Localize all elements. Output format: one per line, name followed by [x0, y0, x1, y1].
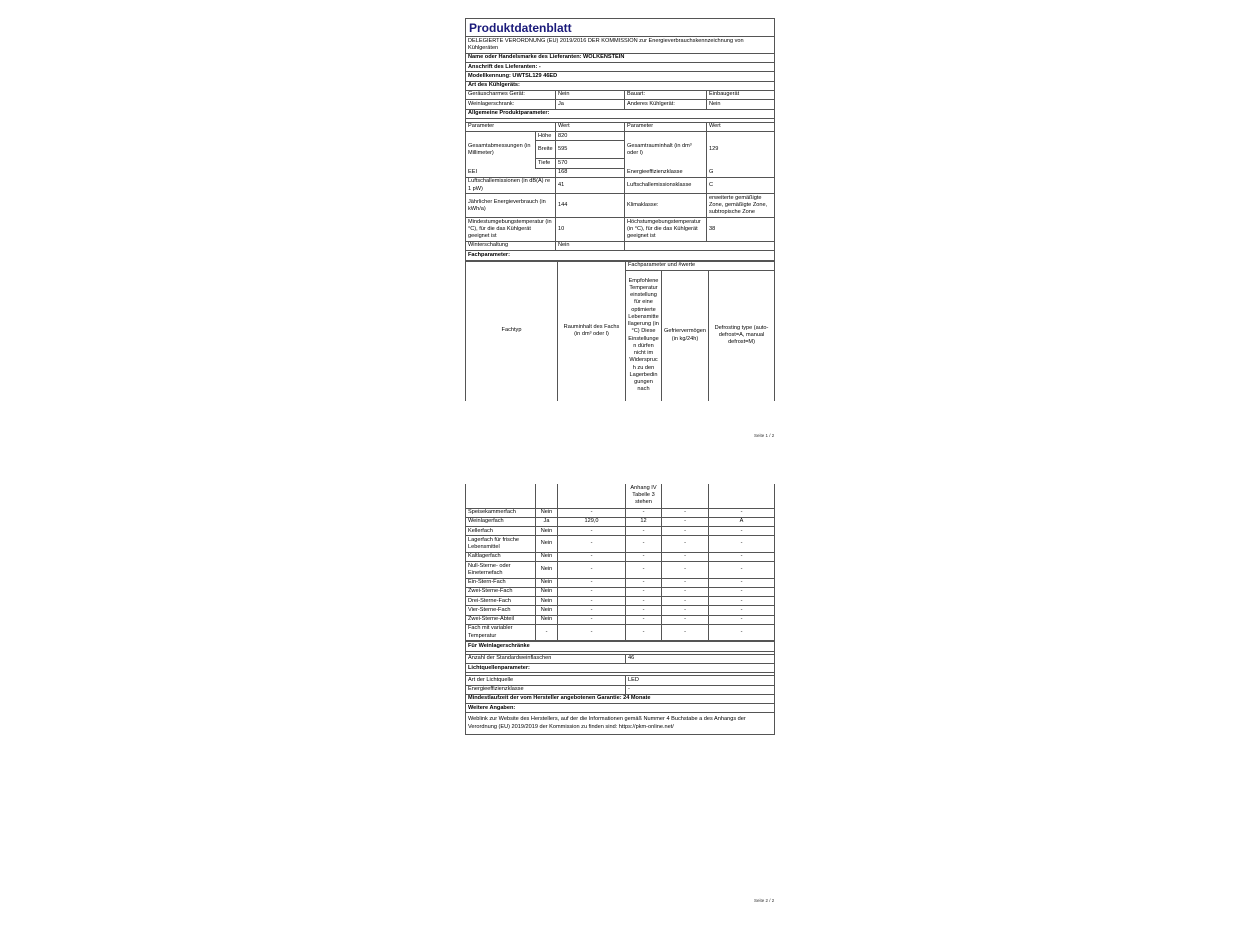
volume-value: 129 [707, 132, 775, 169]
special-params-heading: Fachparameter: [466, 251, 775, 260]
compartment-defrost: - [709, 508, 775, 517]
height-value: 820 [556, 132, 625, 141]
winter-label: Winterschaltung [466, 241, 556, 250]
table-row [466, 536, 775, 553]
volume-label: Gesamtrauminhalt (in dm³ oder l) [625, 132, 707, 169]
wine-cabinet-label: Weinlagerschrank: [466, 100, 556, 109]
compartment-temp: - [626, 527, 662, 536]
page-number-2: Seite 2 / 2 [754, 898, 775, 903]
energy-class-label: Energieeffizienzklasse [625, 168, 707, 177]
light-heading: Lichtquellenparameter: [466, 664, 775, 673]
table-row [466, 606, 775, 615]
cont-cell [662, 484, 709, 508]
table-row [466, 624, 775, 641]
comp-group-header: Fachparameter und #werte [626, 261, 775, 270]
compartment-defrost: - [709, 552, 775, 561]
supplier-name: Name oder Handelsmarke des Lieferanten: WOLKENSTEIN [466, 53, 775, 62]
cont-cell [709, 484, 775, 508]
light-class-value: - [626, 685, 775, 694]
compartment-name: Zwei-Sterne-Abteil [466, 615, 536, 624]
build-label: Bauart: [625, 90, 707, 99]
compartment-temp: - [626, 597, 662, 606]
compartment-present: Nein [536, 527, 558, 536]
compartment-defrost: - [709, 578, 775, 587]
datasheet-table-1 [465, 18, 775, 261]
compartment-rows [466, 508, 775, 641]
eei-label: EEI [466, 168, 556, 177]
compartment-temp: - [626, 578, 662, 587]
compartment-defrost: - [709, 562, 775, 579]
winter-value: Nein [556, 241, 625, 250]
compartment-name: Kaltlagerfach [466, 552, 536, 561]
compartment-freeze: - [662, 615, 709, 624]
comp-temp-header-cont: Anhang IV Tabelle 3 stehen [626, 484, 662, 508]
table-row [466, 527, 775, 536]
compartment-present: Nein [536, 615, 558, 624]
compartment-volume: - [558, 578, 626, 587]
table-row [466, 552, 775, 561]
compartment-temp: - [626, 562, 662, 579]
page-number-1: Seite 1 / 2 [754, 433, 775, 438]
compartment-volume: - [558, 536, 626, 553]
bottles-label: Anzahl der Standardweinflaschen [466, 654, 626, 663]
depth-label: Tiefe [536, 159, 556, 168]
table-row [466, 517, 775, 526]
compartment-temp: - [626, 508, 662, 517]
compartment-header-table [465, 261, 775, 401]
height-label: Höhe [536, 132, 556, 141]
max-temp-label: Höchstumgebungstemperatur (in °C), für die das Kühlgerät geeignet ist [625, 218, 707, 242]
comp-type-header: Fachtyp [466, 261, 558, 401]
energy-class-value: G [707, 168, 775, 177]
table-row [466, 587, 775, 596]
compartment-present: Nein [536, 508, 558, 517]
min-temp-label: Mindestumgebungstemperatur (in °C), für die das Kühlgerät geeignet ist [466, 218, 556, 242]
compartment-volume: 129,0 [558, 517, 626, 526]
compartment-defrost: - [709, 587, 775, 596]
compartment-name: Fach mit variabler Temperatur [466, 624, 536, 641]
compartment-temp: - [626, 536, 662, 553]
compartment-temp: - [626, 624, 662, 641]
compartment-freeze: - [662, 552, 709, 561]
table-row [466, 597, 775, 606]
compartment-name: Null-Sterne- oder Eineternefach [466, 562, 536, 579]
regulation-text: DELEGIERTE VERORDNUNG (EU) 2019/2016 DER KOMMISSION zur Energieverbrauchskennzeichnung von Kühlgeräten [466, 37, 775, 54]
compartment-present: Ja [536, 517, 558, 526]
general-params-heading: Allgemeine Produktparameter: [466, 109, 775, 118]
param-header: Parameter [466, 122, 556, 131]
climate-class-label: Klimaklasse: [625, 194, 707, 218]
compartment-volume: - [558, 562, 626, 579]
compartment-volume: - [558, 615, 626, 624]
device-type-heading: Art des Kühlgeräts: [466, 81, 775, 90]
annual-energy-label: Jährlicher Energieverbrauch (in kWh/a) [466, 194, 556, 218]
compartment-name: Zwei-Sterne-Fach [466, 587, 536, 596]
comp-freeze-header: Gefriervermögen (in kg/24h) [662, 270, 709, 400]
datasheet-page-1 [465, 18, 774, 401]
light-type-value: LED [626, 676, 775, 685]
compartment-temp: - [626, 552, 662, 561]
compartment-name: Speisekammerfach [466, 508, 536, 517]
compartment-volume: - [558, 624, 626, 641]
compartment-present: Nein [536, 606, 558, 615]
empty-cell [625, 241, 775, 250]
compartment-temp: 12 [626, 517, 662, 526]
max-temp-value: 38 [707, 218, 775, 242]
compartment-freeze: - [662, 587, 709, 596]
model-id: Modellkennung: UWTSL129 46ED [466, 72, 775, 81]
cont-cell [466, 484, 536, 508]
table-row [466, 578, 775, 587]
value-header: Wert [556, 122, 625, 131]
cont-cell [558, 484, 626, 508]
compartment-defrost: - [709, 615, 775, 624]
comp-volume-header: Rauminhalt des Fachs (in dm³ oder l) [558, 261, 626, 401]
compartment-present: - [536, 624, 558, 641]
compartment-temp: - [626, 587, 662, 596]
compartment-volume: - [558, 597, 626, 606]
compartment-defrost: - [709, 624, 775, 641]
compartment-volume: - [558, 606, 626, 615]
compartment-present: Nein [536, 552, 558, 561]
wine-heading: Für Weinlagerschränke [466, 642, 775, 651]
noise-value: 41 [556, 177, 625, 194]
bottles-value: 46 [626, 654, 775, 663]
compartment-volume: - [558, 527, 626, 536]
compartment-freeze: - [662, 578, 709, 587]
compartment-name: Vier-Sterne-Fach [466, 606, 536, 615]
noise-class-label: Luftschallemissionsklasse [625, 177, 707, 194]
compartment-volume: - [558, 587, 626, 596]
table-row [466, 615, 775, 624]
compartment-freeze: - [662, 517, 709, 526]
compartment-defrost: - [709, 606, 775, 615]
table-row [466, 562, 775, 579]
compartment-present: Nein [536, 587, 558, 596]
compartment-freeze: - [662, 536, 709, 553]
compartment-freeze: - [662, 606, 709, 615]
annual-energy-value: 144 [556, 194, 625, 218]
datasheet-page-2 [465, 484, 774, 735]
compartment-volume: - [558, 552, 626, 561]
climate-class-value: erweiterte gemäßigte Zone, gemäßigte Zone, subtropische Zone [707, 194, 775, 218]
depth-value: 570 [556, 159, 625, 168]
noise-label: Luftschallemissionen (in dB(A) re 1 pW) [466, 177, 556, 194]
compartment-freeze: - [662, 527, 709, 536]
compartment-present: Nein [536, 578, 558, 587]
compartment-temp: - [626, 606, 662, 615]
compartment-freeze: - [662, 624, 709, 641]
compartment-temp: - [626, 615, 662, 624]
compartment-present: Nein [536, 562, 558, 579]
comp-defrost-header: Defrosting type (auto-defrost=A, manual defrost=M) [709, 270, 775, 400]
compartment-table [465, 484, 775, 641]
other-device-label: Anderes Kühlgerät: [625, 100, 707, 109]
light-type-label: Art der Lichtquelle [466, 676, 626, 685]
build-value: Einbaugerät [707, 90, 775, 99]
warranty: Mindestlaufzeit der vom Hersteller angebotenen Garantie: 24 Monate [466, 694, 775, 703]
compartment-name: Drei-Sterne-Fach [466, 597, 536, 606]
param-header-2: Parameter [625, 122, 707, 131]
min-temp-value: 10 [556, 218, 625, 242]
supplier-address: Anschrift des Lieferanten: - [466, 63, 775, 72]
compartment-name: Ein-Stern-Fach [466, 578, 536, 587]
compartment-volume: - [558, 508, 626, 517]
compartment-present: Nein [536, 536, 558, 553]
compartment-freeze: - [662, 597, 709, 606]
low-noise-value: Nein [556, 90, 625, 99]
other-device-value: Nein [707, 100, 775, 109]
eei-value: 168 [556, 168, 625, 177]
compartment-freeze: - [662, 508, 709, 517]
table-row [466, 508, 775, 517]
comp-temp-header: Empfohlene Temperatureinstellung für eine optimierte Lebensmittellagerung (in °C) Diese Einstellungen dürfen nicht im Widerspruch zu den Lagerbedingungen nach [626, 270, 662, 400]
compartment-defrost: - [709, 597, 775, 606]
weblink: Weblink zur Website des Herstellers, auf der die Informationen gemäß Nummer 4 Buchstabe a des Anhangs der Verordnung (EU) 2019/2019 der Kommission zu finden sind: https://pkm-online.net/ [466, 713, 775, 735]
more-info-heading: Weitere Angaben: [466, 704, 775, 713]
footer-table [465, 641, 775, 734]
wine-cabinet-value: Ja [556, 100, 625, 109]
compartment-name: Kellerfach [466, 527, 536, 536]
noise-class-value: C [707, 177, 775, 194]
compartment-present: Nein [536, 597, 558, 606]
low-noise-label: Geräuscharmes Gerät: [466, 90, 556, 99]
width-value: 595 [556, 141, 625, 159]
compartment-freeze: - [662, 562, 709, 579]
value-header-2: Wert [707, 122, 775, 131]
compartment-defrost: - [709, 527, 775, 536]
dims-label: Gesamtabmessungen (in Millimeter) [466, 132, 536, 169]
width-label: Breite [536, 141, 556, 159]
compartment-name: Weinlagerfach [466, 517, 536, 526]
cont-cell [536, 484, 558, 508]
page-title: Produktdatenblatt [466, 19, 775, 37]
compartment-name: Lagerfach für frische Lebensmittel [466, 536, 536, 553]
compartment-defrost: - [709, 536, 775, 553]
light-class-label: Energieeffizienzklasse [466, 685, 626, 694]
compartment-defrost: A [709, 517, 775, 526]
